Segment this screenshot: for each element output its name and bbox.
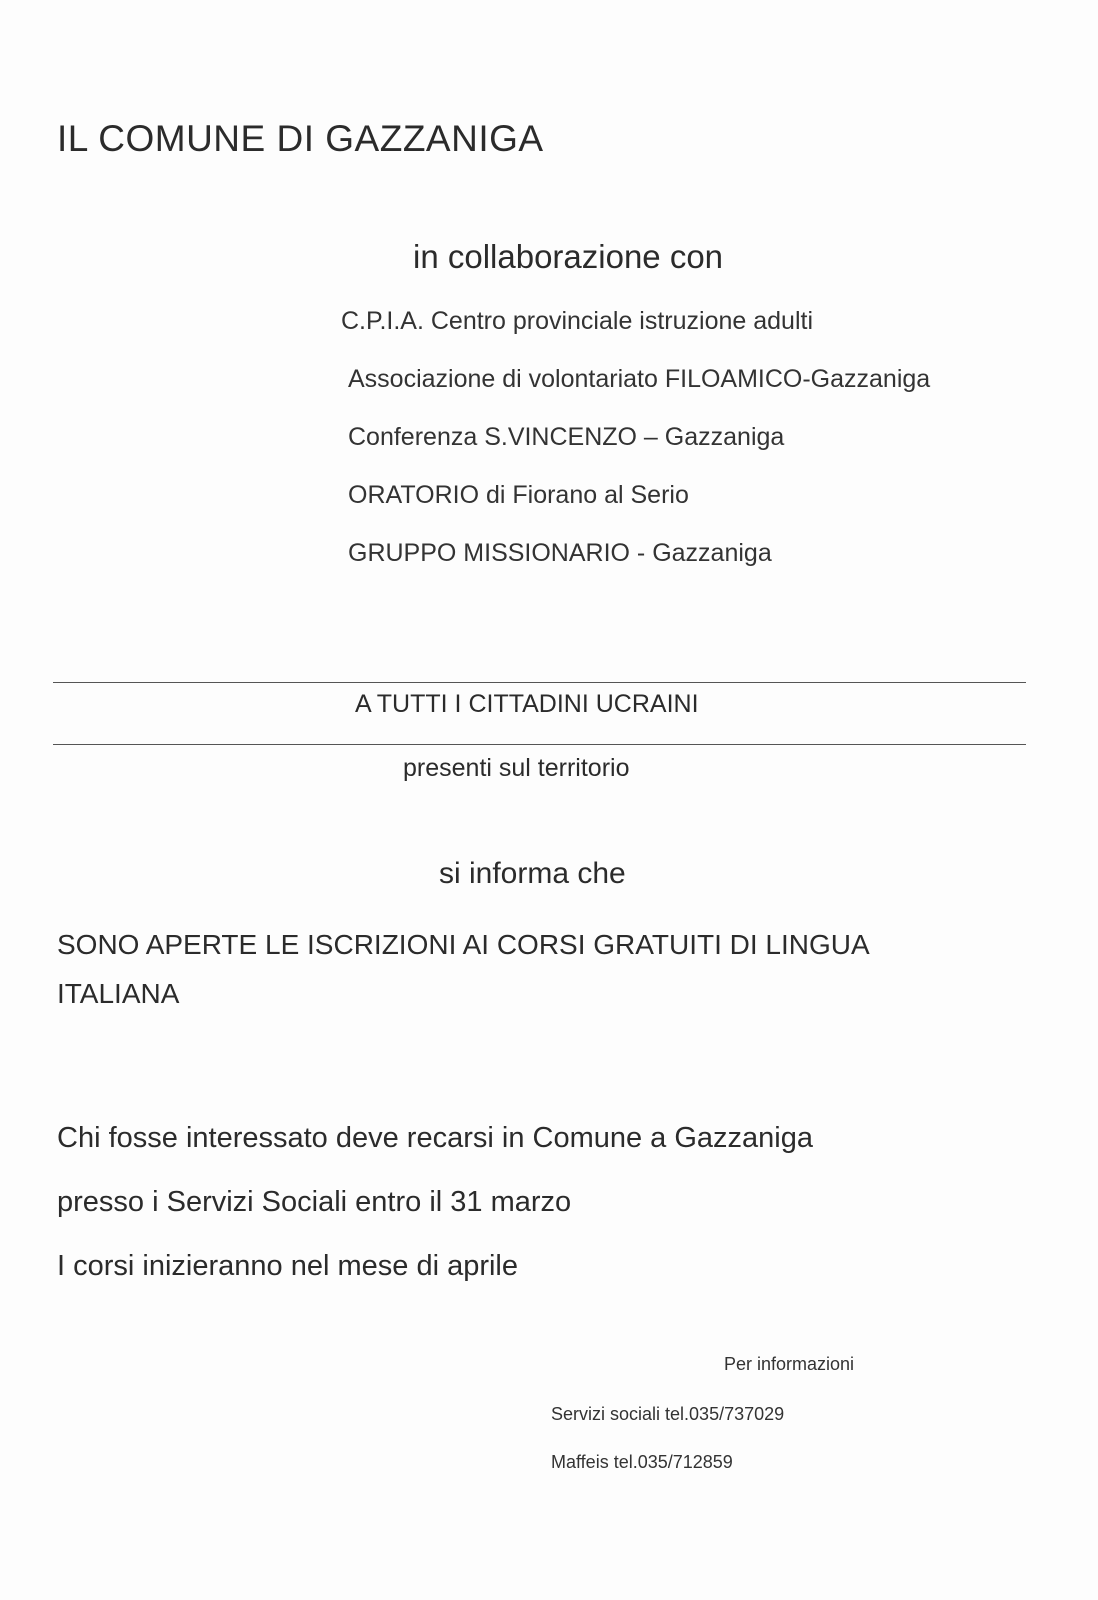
contacts-heading: Per informazioni — [724, 1354, 855, 1374]
audience-subheading: presenti sul territorio — [403, 754, 630, 782]
audience-heading: A TUTTI I CITTADINI UCRAINI — [355, 690, 699, 718]
detail-line: presso i Servizi Sociali entro il 31 marzo — [57, 1186, 572, 1218]
collaboration-heading: in collaborazione con — [413, 238, 724, 275]
top-divider — [53, 682, 1026, 683]
partner-item: GRUPPO MISSIONARIO - Gazzaniga — [348, 539, 772, 567]
bottom-divider — [53, 744, 1026, 745]
partner-item: Associazione di volontariato FILOAMICO-Gazzaniga — [348, 365, 931, 393]
page-title: IL COMUNE DI GAZZANIGA — [57, 118, 544, 159]
notice-intro: si informa che — [439, 857, 626, 890]
contact-line: Maffeis tel.035/712859 — [551, 1452, 733, 1472]
detail-line: I corsi inizieranno nel mese di aprile — [57, 1250, 518, 1282]
partner-item: ORATORIO di Fiorano al Serio — [348, 481, 689, 509]
detail-line: Chi fosse interessato deve recarsi in Comune a Gazzaniga — [57, 1122, 813, 1154]
contact-line: Servizi sociali tel.035/737029 — [551, 1404, 785, 1424]
announcement: SONO APERTE LE ISCRIZIONI AI CORSI GRATUITI DI LINGUA ITALIANA — [57, 929, 869, 1009]
partner-item: Conferenza S.VINCENZO – Gazzaniga — [348, 423, 785, 451]
partner-item: C.P.I.A. Centro provinciale istruzione adulti — [341, 307, 813, 335]
